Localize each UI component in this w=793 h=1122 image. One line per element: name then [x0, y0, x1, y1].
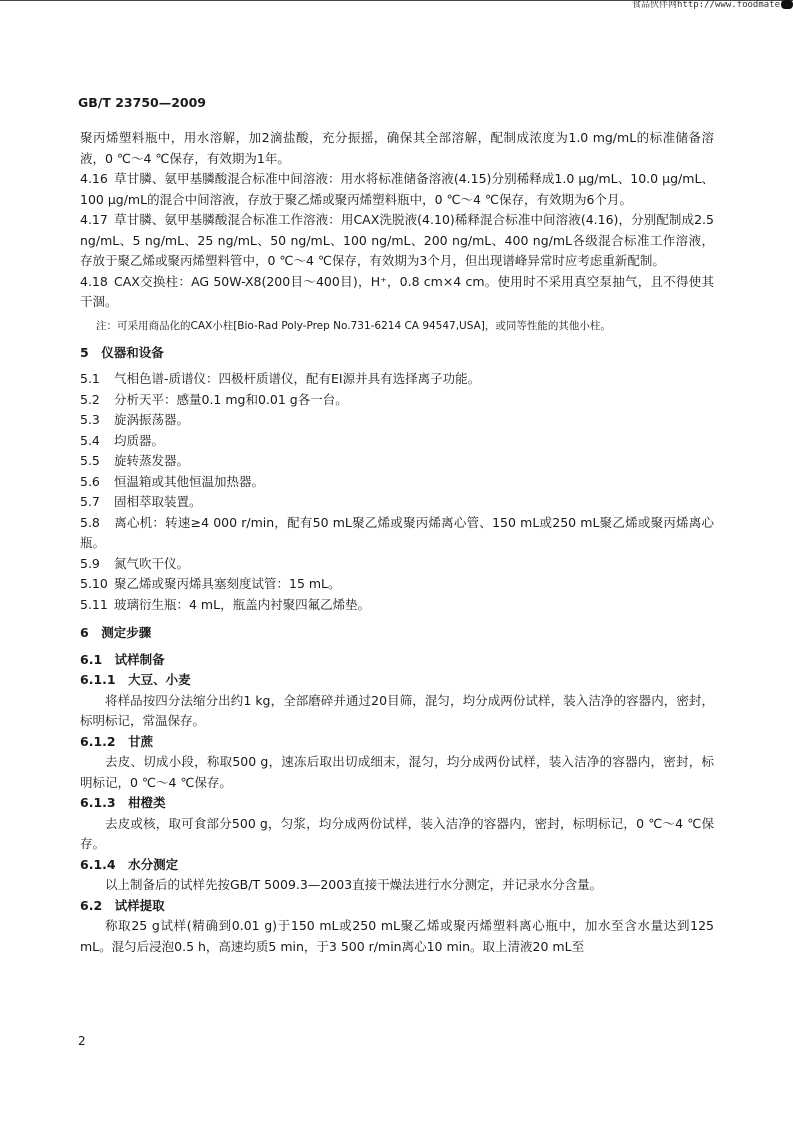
- watermark: 食品伙伴网http://www.foodmate: [632, 0, 793, 12]
- item-5-1: 5.1 气相色谱-质谱仪：四极杆质谱仪，配有EI源并具有选择离子功能。: [80, 371, 481, 386]
- item-5-3: 5.3 旋涡振荡器。: [80, 412, 190, 427]
- paragraph-4-18: 4.18 CAX交换柱：AG 50W-X8(200目～400目)，H⁺，0.8 cm×4 cm。使用时不采用真空泵抽气，且不得使其干涸。: [80, 273, 714, 309]
- item-5-4: 5.4 均质器。: [80, 432, 165, 448]
- item-5-2: 5.2 分析天平：感量0.1 mg和0.01 g各一台。: [80, 391, 348, 407]
- section-6-1-3-text: 去皮或核，取可食部分500 g，匀浆，均分成两份试样，装入洁净的容器内，密封，标明标记，0 ℃～4 ℃保存。: [80, 815, 714, 851]
- section-6-1-1-text: 将样品按四分法缩分出约1 kg，全部磨碎并通过20目筛，混匀，均分成两份试样，装入洁净的容器内，密封，标明标记，常温保存。: [80, 692, 714, 728]
- section-6-1-3-title: 6.1.3 柑橙类: [80, 795, 166, 810]
- item-5-9: 5.9 氮气吹干仪。: [80, 555, 190, 571]
- document-body: [80, 128, 714, 957]
- section-5-title: 5 仪器和设备: [80, 344, 164, 360]
- section-6-1-4-text: 以上制备后的试样先按GB/T 5009.3—2003直接干燥法进行水分测定，并记录水分含量。: [105, 877, 603, 892]
- item-5-11: 5.11 玻璃衍生瓶：4 mL，瓶盖内衬聚四氟乙烯垫。: [80, 596, 371, 612]
- paragraph-4-15-cont: 聚丙烯塑料瓶中，用水溶解，加2滴盐酸，充分振摇，确保其全部溶解，配制成浓度为1.0 mg/mL的标准储备溶液，0 ℃～4 ℃保存，有效期为1年。: [80, 130, 714, 166]
- paragraph-4-16: 4.16 草甘膦、氨甲基膦酸混合标准中间溶液：用水将标准储备溶液(4.15)分别稀释成1.0 μg/mL、10.0 μg/mL、100 μg/mL的混合中间溶液，存放于聚乙烯或聚丙烯塑料瓶中，0 ℃～4 ℃保存，有效期为6个月。: [80, 171, 714, 207]
- note: 注：可采用商品化的CAX小柱[Bio-Rad Poly-Prep No.731-6214 CA 94547,USA]，或同等性能的其他小柱。: [96, 319, 611, 332]
- standard-code: GB/T 23750—2009: [78, 95, 207, 110]
- section-6-1-4-title: 6.1.4 水分测定: [80, 856, 179, 872]
- section-6-title: 6 测定步骤: [80, 625, 152, 640]
- paragraph-4-17: 4.17 草甘膦、氨甲基膦酸混合标准工作溶液：用CAX洗脱液(4.10)稀释混合标准中间溶液(4.16)，分别配制成2.5 ng/mL、5 ng/mL、25 ng/mL、50 ng/mL、100 ng/mL、200 ng/mL、400 ng/mL各级混合标准工作溶液，存放于聚乙烯或聚丙烯塑料管中，0 ℃～4 ℃保存，有效期为3个月，但出现谱峰异常时应考虑重新配制。: [80, 212, 714, 268]
- item-5-10: 5.10 聚乙烯或聚丙烯具塞刻度试管：15 mL。: [80, 576, 341, 591]
- item-5-8: 5.8 离心机：转速≥4 000 r/min，配有50 mL聚乙烯或聚丙烯离心管、150 mL或250 mL聚乙烯或聚丙烯离心瓶。: [80, 514, 714, 550]
- item-5-5: 5.5 旋转蒸发器。: [80, 453, 190, 468]
- section-6-1-2-text: 去皮、切成小段，称取500 g，速冻后取出切成细末，混匀，均分成两份试样，装入洁净的容器内，密封，标明标记，0 ℃～4 ℃保存。: [80, 754, 714, 790]
- section-6-2-text: 称取25 g试样(精确到0.01 g)于150 mL或250 mL聚乙烯或聚丙烯塑料离心瓶中，加水至含水量达到125 mL。混匀后浸泡0.5 h，高速均质5 min，于3 500 r/min离心10 min。取上清液20 mL至: [80, 918, 714, 954]
- item-5-6: 5.6 恒温箱或其他恒温加热器。: [80, 473, 265, 489]
- section-6-2-title: 6.2 试样提取: [80, 897, 165, 913]
- page-number: 2: [78, 1034, 86, 1048]
- section-6-1-1-title: 6.1.1 大豆、小麦: [80, 672, 191, 687]
- section-6-1-title: 6.1 试样制备: [80, 651, 165, 667]
- section-6-1-2-title: 6.1.2 甘蔗: [80, 733, 154, 749]
- item-5-7: 5.7 固相萃取装置。: [80, 494, 202, 509]
- watermark-logo-icon: [781, 0, 793, 9]
